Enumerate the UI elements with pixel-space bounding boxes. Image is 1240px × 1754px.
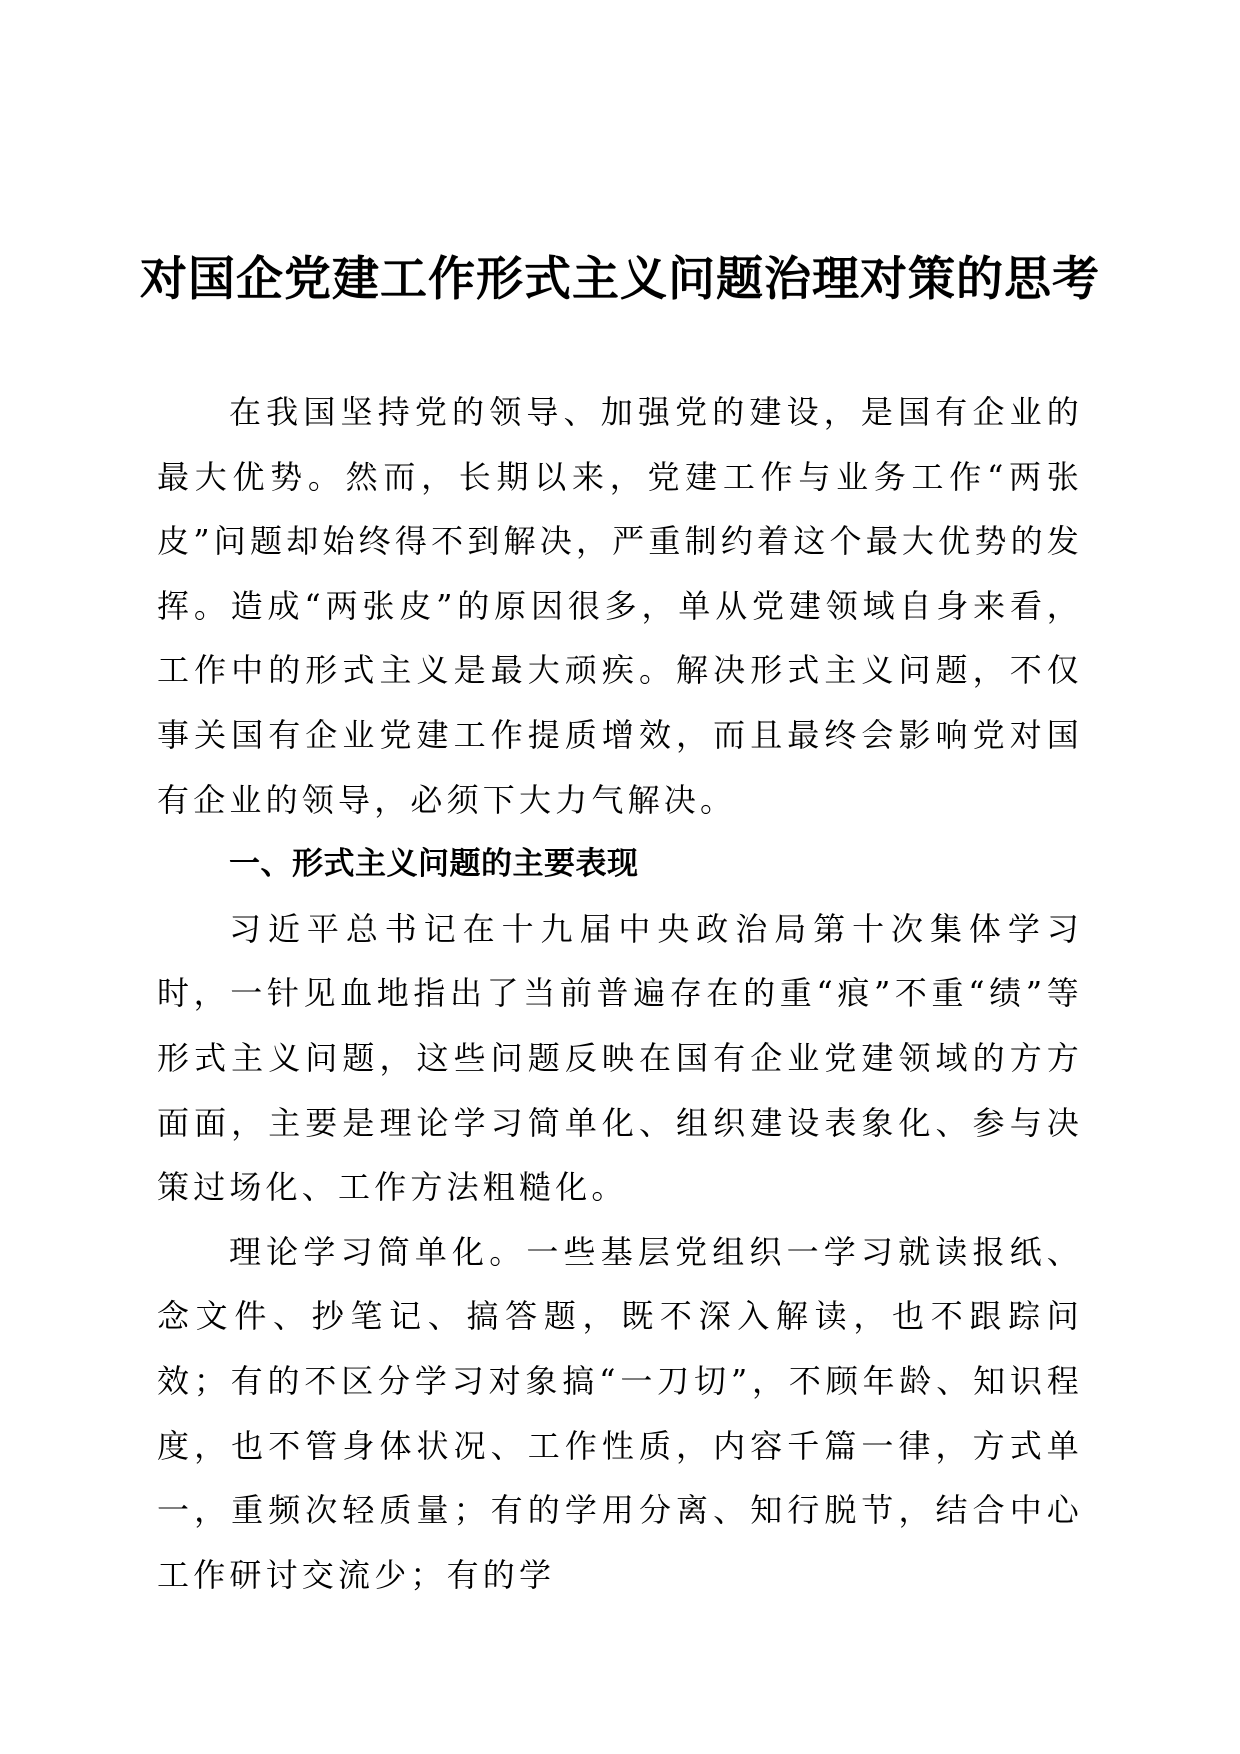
document-title: 对国企党建工作形式主义问题治理对策的思考 [140, 252, 1100, 307]
body-paragraph: 习近平总书记在十九届中央政治局第十次集体学习时，一针见血地指出了当前普遍存在的重“痕”不重“绩”等形式主义问题，这些问题反映在国有企业党建领域的方方面面，主要是理论学习简单化、组织建设表象化、参与决策过场化、工作方法粗糙化。 [157, 909, 1083, 1207]
body-paragraph: 理论学习简单化。一些基层党组织一学习就读报纸、念文件、抄笔记、搞答题，既不深入解读，也不跟踪问效；有的不区分学习对象搞“一刀切”，不顾年龄、知识程度，也不管身体状况、工作性质，内容千篇一律，方式单一，重频次轻质量；有的学用分离、知行脱节，结合中心工作研讨交流少；有的学 [157, 1232, 1083, 1594]
intro-paragraph: 在我国坚持党的领导、加强党的建设，是国有企业的最大优势。然而，长期以来，党建工作与业务工作“两张皮”问题却始终得不到解决，严重制约着这个最大优势的发挥。造成“两张皮”的原因很多，单从党建领域自身来看，工作中的形式主义是最大顽疾。解决形式主义问题，不仅事关国有企业党建工作提质增效，而且最终会影响党对国有企业的领导，必须下大力气解决。 [157, 393, 1083, 819]
document-body [157, 380, 1083, 1607]
section-heading: 一、形式主义问题的主要表现 [229, 846, 639, 883]
